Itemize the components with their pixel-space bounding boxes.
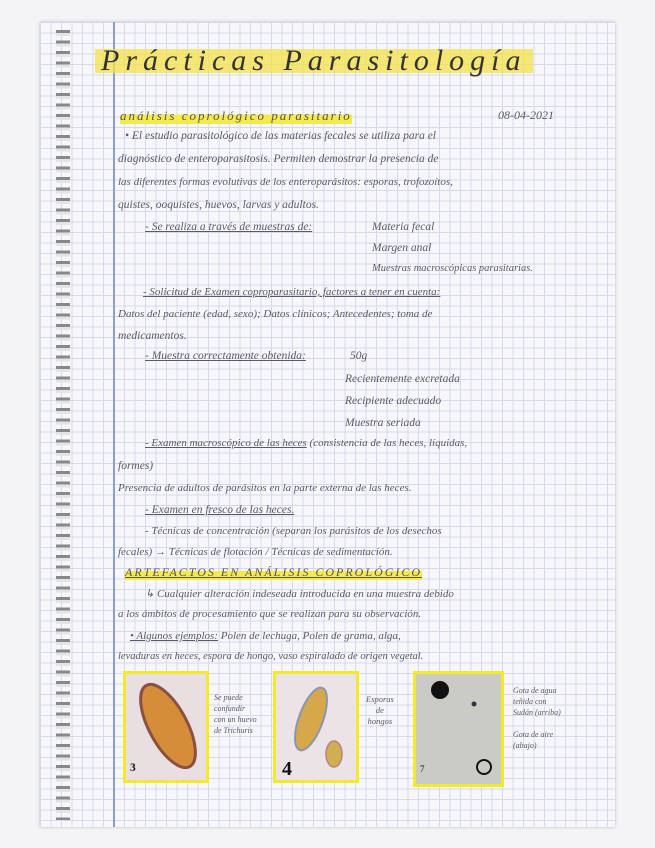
caption-line: confundir bbox=[214, 704, 246, 713]
intro-line: las diferentes formas evolutivas de los enteroparásitos: esporas, trofozoítos, bbox=[118, 176, 453, 188]
caption-line: de Trichuris bbox=[214, 726, 253, 735]
request-label: - Solicitud de Examen coproparasitario, factores a tener en cuenta: bbox=[143, 286, 441, 298]
samples-label: - Se realiza a través de muestras de: bbox=[145, 221, 313, 233]
figure-number: 4 bbox=[282, 758, 292, 780]
caption-line: Gota de agua bbox=[513, 686, 557, 695]
caption-line: hongos bbox=[367, 716, 393, 726]
sample-item: Margen anal bbox=[372, 242, 432, 254]
sample-ok-item: Recipiente adecuado bbox=[345, 395, 442, 407]
figure-caption bbox=[366, 694, 394, 727]
artifacts-text: ↳ Cualquier alteración indeseada introducida en una muestra debido bbox=[145, 588, 454, 600]
concentration-text: fecales) → Técnicas de flotación / Técnicas de sedimentación. bbox=[118, 546, 393, 558]
examples-text: levaduras en heces, espora de hongo, vaso espiralado de origen vegetal. bbox=[118, 651, 424, 662]
figure-caption bbox=[513, 685, 561, 751]
artifacts-heading: ARTEFACTOS EN ANÁLISIS COPROLÓGICO bbox=[125, 565, 423, 579]
examples-text: Polen de lechuga, Polen de grama, alga, bbox=[220, 630, 401, 642]
macro-rest: (consistencia de las heces, líquidas, bbox=[309, 437, 468, 449]
examples-line bbox=[130, 630, 401, 642]
macro-text: formes) bbox=[118, 460, 154, 472]
sample-item: Materia fecal bbox=[372, 221, 435, 233]
caption-line: Esporas bbox=[366, 694, 394, 704]
sample-ok-item: Recientemente excretada bbox=[345, 373, 460, 385]
caption-line: Sudán (arriba) bbox=[513, 708, 561, 717]
figure-trichuris-like bbox=[123, 671, 209, 783]
date: 08-04-2021 bbox=[498, 108, 554, 122]
intro-line: • El estudio parasitológico de las materias fecales se utiliza para el bbox=[125, 130, 436, 142]
artifacts-text: a los ámbitos de procesamiento que se realizan para su observación. bbox=[118, 608, 422, 620]
caption-line: con un huevo bbox=[214, 715, 257, 724]
request-text: Datos del paciente (edad, sexo); Datos clínicos; Antecedentes; toma de bbox=[118, 308, 433, 320]
figure-artifacts-drops bbox=[413, 671, 504, 787]
caption-line: (abajo) bbox=[513, 741, 537, 750]
request-text: medicamentos. bbox=[118, 330, 187, 342]
intro-line: diagnóstico de enteroparasitosis. Permiten demostrar la presencia de bbox=[118, 153, 439, 165]
figure-fungal-spores bbox=[273, 671, 359, 783]
sample-ok-label: - Muestra correctamente obtenida: bbox=[145, 350, 306, 362]
caption-line: de bbox=[375, 705, 384, 715]
egg-illustration bbox=[126, 674, 206, 780]
figure-number: 7 bbox=[420, 764, 425, 774]
margin-line bbox=[113, 22, 115, 827]
sample-ok-item: Muestra seriada bbox=[345, 417, 421, 429]
intro-line: quistes, ooquistes, huevos, larvas y adultos. bbox=[118, 199, 319, 211]
page-title: Prácticas Parasitología bbox=[95, 44, 533, 78]
examples-label: • Algunos ejemplos: bbox=[130, 630, 218, 642]
caption-spacer bbox=[513, 718, 561, 729]
concentration-text: - Técnicas de concentración (separan los parásitos de los desechos bbox=[145, 525, 442, 537]
caption-line: Gota de aire bbox=[513, 730, 554, 739]
sample-item: Muestras macroscópicas parasitarias. bbox=[372, 263, 533, 274]
sample-ok-item: 50g bbox=[350, 350, 368, 362]
figure-number: 3 bbox=[130, 762, 136, 774]
drops-illustration bbox=[416, 674, 501, 784]
figure-caption bbox=[214, 692, 257, 736]
subtitle: análisis coprológico parasitario bbox=[120, 108, 352, 123]
spiral-binding bbox=[56, 30, 70, 820]
caption-line: Se puede bbox=[214, 693, 243, 702]
caption-line: teñida con bbox=[513, 697, 547, 706]
macro-label: - Examen macroscópico de las heces bbox=[145, 437, 307, 449]
fresh-exam: - Examen en fresco de las heces. bbox=[145, 504, 295, 516]
macro-line bbox=[145, 437, 467, 449]
macro-text: Presencia de adultos de parásitos en la parte externa de las heces. bbox=[118, 482, 412, 494]
